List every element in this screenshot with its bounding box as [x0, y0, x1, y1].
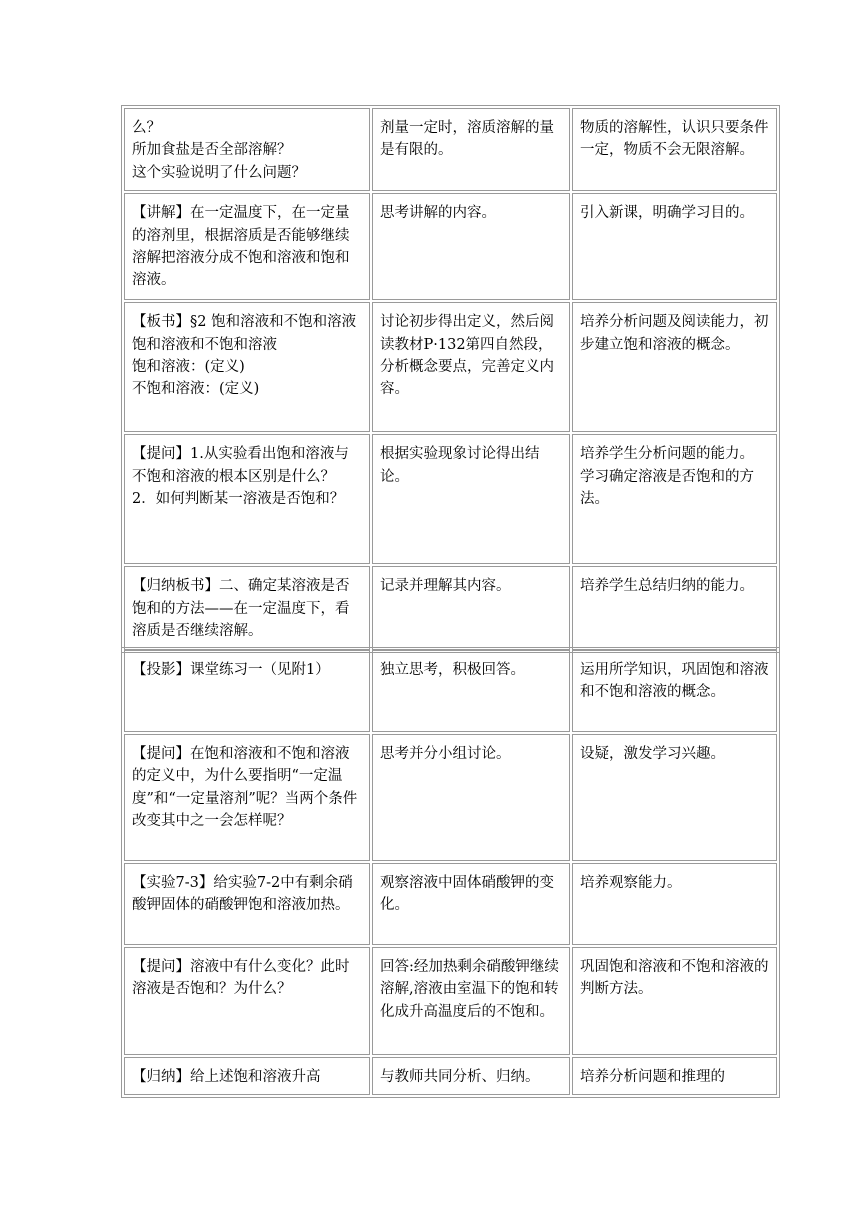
cell-line: 2．如何判断某一溶液是否饱和？: [132, 491, 345, 508]
cell-line: 【归纳】给上述饱和溶液升高: [132, 1069, 321, 1085]
cell-line: 运用所学知识，巩固饱和溶液和不饱和溶液的概念。: [580, 662, 769, 701]
student-activity-cell: [372, 650, 570, 732]
student-activity-cell: [372, 108, 570, 191]
student-activity-cell: [372, 434, 570, 564]
table-row: [124, 566, 777, 650]
cell-line: 独立思考，积极回答。: [380, 662, 525, 678]
purpose-cell: [572, 947, 777, 1055]
cell-line: 饱和溶液：(定义): [132, 359, 245, 376]
purpose-cell: [572, 193, 777, 300]
student-activity-cell: [372, 734, 570, 861]
teacher-activity-cell: [124, 734, 370, 861]
table-row: [124, 863, 777, 945]
cell-line: 饱和溶液和不饱和溶液: [132, 336, 277, 353]
cell-line: 巩固饱和溶液和不饱和溶液的判断方法。: [580, 959, 769, 998]
student-activity-cell: [372, 302, 570, 432]
table-row: [124, 947, 777, 1055]
teacher-activity-cell: [124, 434, 370, 564]
teacher-activity-cell: [124, 863, 370, 945]
cell-line: 剂量一定时，溶质溶解的量是有限的。: [380, 120, 554, 159]
teacher-activity-cell: [124, 108, 370, 191]
table-row: [124, 650, 777, 732]
lesson-plan-table-2: [121, 647, 780, 1098]
cell-line: 培养分析问题和推理的: [580, 1069, 725, 1085]
purpose-cell: [572, 302, 777, 432]
student-activity-cell: [372, 566, 570, 650]
cell-line: 【归纳板书】二、确定某溶液是否饱和的方法——在一定温度下，看溶质是否继续溶解。: [132, 578, 350, 640]
cell-line: 物质的溶解性，认识只要条件一定，物质不会无限溶解。: [580, 120, 769, 159]
cell-line: 引入新课，明确学习目的。: [580, 205, 754, 222]
cell-line: 讨论初步得出定义，然后阅读教材P·132第四自然段，分析概念要点，完善定义内容。: [380, 314, 554, 398]
purpose-cell: [572, 650, 777, 732]
table-row: [124, 193, 777, 300]
cell-line: 观察溶液中固体硝酸钾的变化。: [380, 875, 554, 914]
cell-line: 【提问】溶液中有什么变化？此时溶液是否饱和？为什么？: [132, 959, 350, 998]
teacher-activity-cell: [124, 566, 370, 650]
table-row: [124, 434, 777, 564]
cell-line: 【板书】§2 饱和溶液和不饱和溶液: [132, 314, 357, 331]
cell-line: 不饱和溶液：(定义): [132, 381, 260, 398]
cell-line: 培养观察能力。: [580, 875, 682, 891]
teacher-activity-cell: [124, 947, 370, 1055]
cell-line: 【提问】在饱和溶液和不饱和溶液的定义中，为什么要指明“一定温度”和“一定量溶剂”呢？当两个条件改变其中之一会怎样呢？: [132, 746, 358, 830]
student-activity-cell: [372, 1057, 570, 1095]
cell-line: 思考并分小组讨论。: [380, 746, 511, 762]
table-row: [124, 302, 777, 432]
cell-line: 思考讲解的内容。: [380, 205, 496, 222]
cell-line: 设疑，激发学习兴趣。: [580, 746, 725, 762]
teacher-activity-cell: [124, 650, 370, 732]
teacher-activity-cell: [124, 302, 370, 432]
cell-line: 记录并理解其内容。: [380, 578, 511, 595]
table-row: [124, 1057, 777, 1095]
purpose-cell: [572, 108, 777, 191]
cell-line: 回答:经加热剩余硝酸钾继续溶解,溶液由室温下的饱和转化成升高温度后的不饱和。: [380, 959, 559, 1020]
cell-line: 所加食盐是否全部溶解？: [132, 142, 292, 159]
cell-line: 学习确定溶液是否饱和的方法。: [580, 468, 754, 508]
teacher-activity-cell: [124, 1057, 370, 1095]
cell-line: 与教师共同分析、归纳。: [380, 1069, 540, 1085]
cell-line: 【讲解】在一定温度下，在一定量的溶剂里，根据溶质是否能够继续溶解把溶液分成不饱和溶液和饱和溶液。: [132, 205, 350, 289]
cell-line: 这个实验说明了什么问题？: [132, 164, 306, 181]
purpose-cell: [572, 1057, 777, 1095]
cell-line: 培养学生分析问题的能力。: [580, 446, 754, 463]
cell-line: 【提问】1.从实验看出饱和溶液与不饱和溶液的根本区别是什么？: [132, 446, 349, 485]
cell-line: 么？: [132, 120, 161, 136]
cell-line: 培养学生总结归纳的能力。: [580, 578, 754, 595]
purpose-cell: [572, 863, 777, 945]
purpose-cell: [572, 434, 777, 564]
table-row: [124, 734, 777, 861]
student-activity-cell: [372, 947, 570, 1055]
cell-line: 【实验7-3】给实验7-2中有剩余硝酸钾固体的硝酸钾饱和溶液加热。: [132, 875, 353, 914]
student-activity-cell: [372, 863, 570, 945]
purpose-cell: [572, 566, 777, 650]
teacher-activity-cell: [124, 193, 370, 300]
table-row: [124, 108, 777, 191]
purpose-cell: [572, 734, 777, 861]
cell-line: 培养分析问题及阅读能力，初步建立饱和溶液的概念。: [580, 314, 769, 353]
lesson-plan-table-1: [121, 105, 780, 653]
cell-line: 根据实验现象讨论得出结论。: [380, 446, 540, 485]
cell-line: 【投影】课堂练习一（见附1）: [132, 662, 330, 678]
student-activity-cell: [372, 193, 570, 300]
